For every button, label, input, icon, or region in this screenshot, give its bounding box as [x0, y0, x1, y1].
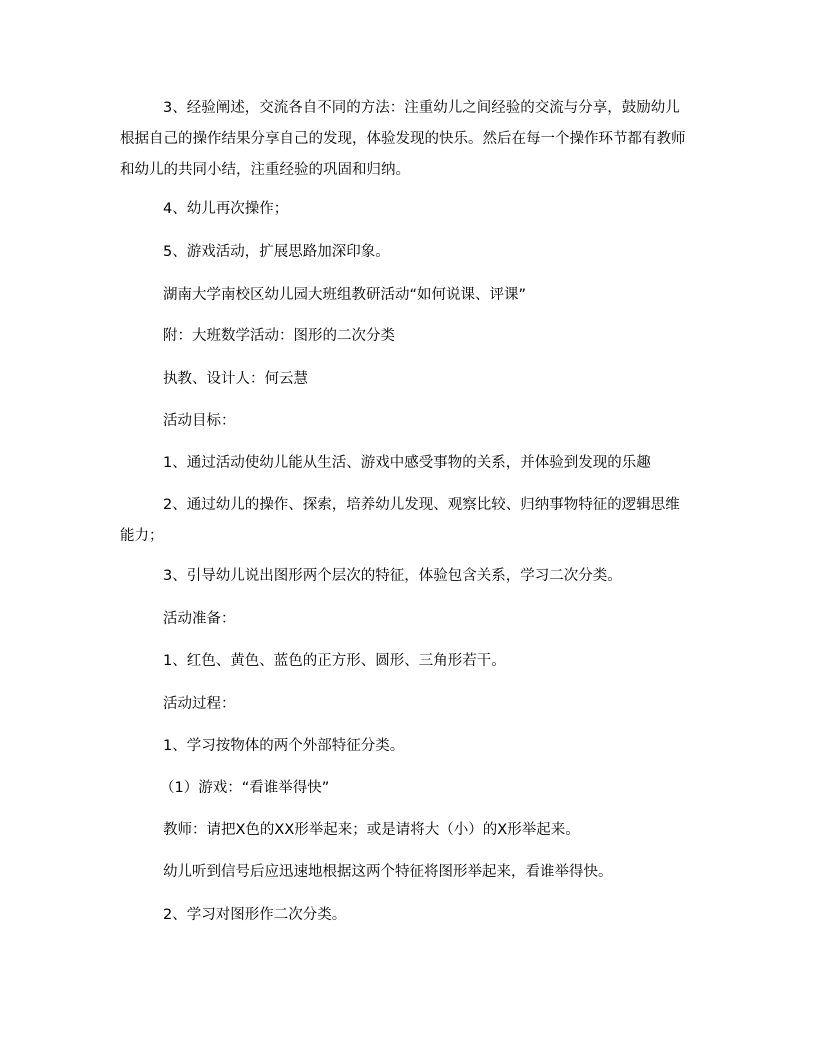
paragraph-process-heading — [120, 689, 710, 720]
text-line: 4、幼儿再次操作； — [163, 201, 289, 217]
paragraph-appendix — [120, 321, 710, 352]
paragraph-process-1 — [120, 731, 710, 762]
text-line: 活动准备： — [163, 611, 236, 627]
text-line: 活动目标： — [163, 413, 236, 429]
paragraph-designer — [120, 364, 710, 395]
text-line: 1、红色、黄色、蓝色的正方形、圆形、三角形若干。 — [163, 653, 506, 669]
text-line: 教师：请把X色的XX形举起来；或是请将大（小）的X形举起来。 — [163, 822, 580, 838]
paragraph-step-4 — [120, 194, 710, 225]
paragraph-event-title — [120, 280, 710, 311]
text-line: 3、引导幼儿说出图形两个层次的特征，体验包含关系，学习二次分类。 — [163, 568, 622, 584]
text-line: 2、通过幼儿的操作、探索，培养幼儿发现、观察比较、归纳事物特征的逻辑思维 — [163, 497, 680, 513]
text-line: （1）游戏：“看谁举得快” — [160, 780, 330, 796]
text-line: 2、学习对图形作二次分类。 — [163, 907, 347, 923]
text-line: 1、学习按物体的两个外部特征分类。 — [163, 738, 405, 754]
text-line: 湖南大学南校区幼儿园大班组教研活动“如何说课、评课” — [163, 287, 527, 303]
paragraph-step-3 — [120, 93, 710, 186]
text-line: 和幼儿的共同小结，注重经验的巩固和归纳。 — [120, 162, 410, 178]
paragraph-game — [120, 773, 710, 804]
paragraph-goals-heading — [120, 406, 710, 437]
paragraph-process-2 — [120, 900, 710, 931]
text-line: 1、通过活动使幼儿能从生活、游戏中感受事物的关系，并体验到发现的乐趣 — [163, 455, 651, 471]
text-line: 能力； — [120, 528, 164, 544]
paragraph-goal-1 — [120, 448, 710, 479]
paragraph-children — [120, 857, 710, 888]
text-line: 活动过程： — [163, 696, 236, 712]
paragraph-prep-heading — [120, 604, 710, 635]
paragraph-prep-1 — [120, 646, 710, 677]
text-line: 幼儿听到信号后应迅速地根据这两个特征将图形举起来，看谁举得快。 — [163, 864, 613, 880]
paragraph-step-5 — [120, 237, 710, 268]
paragraph-goal-2 — [120, 490, 710, 552]
text-line: 附：大班数学活动：图形的二次分类 — [163, 328, 395, 344]
text-line: 根据自己的操作结果分享自己的发现，体验发现的快乐。然后在每一个操作环节都有教师 — [120, 131, 686, 147]
paragraph-goal-3 — [120, 561, 710, 592]
text-line: 5、游戏活动，扩展思路加深印象。 — [163, 244, 390, 260]
paragraph-teacher — [120, 815, 710, 846]
text-line: 3、经验阐述，交流各自不同的方法：注重幼儿之间经验的交流与分享，鼓励幼儿 — [163, 100, 680, 116]
text-line: 执教、设计人：何云慧 — [163, 371, 308, 387]
